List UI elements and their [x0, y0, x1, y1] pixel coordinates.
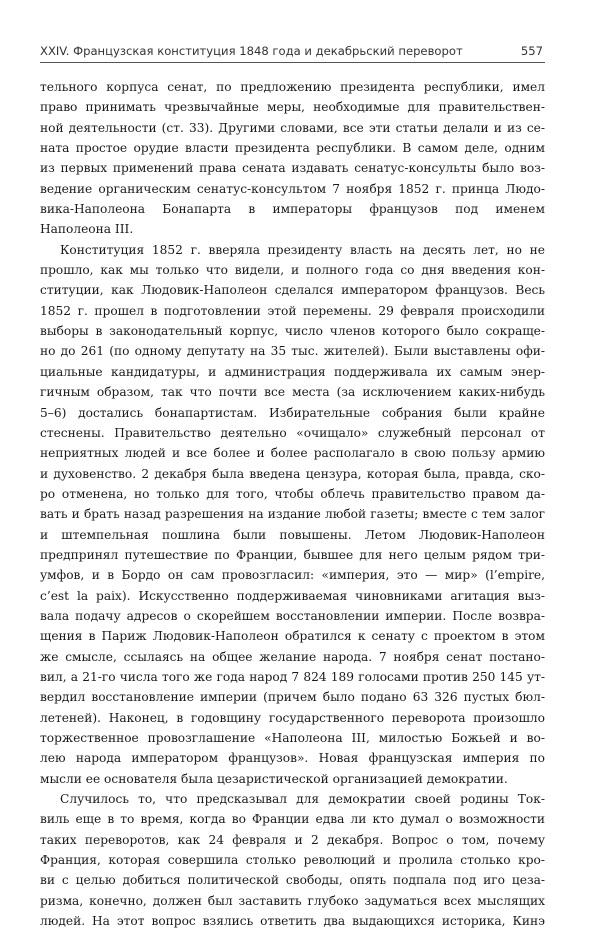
text-line: мысли ее основателя была цезаристической организацией демократии. — [40, 771, 508, 786]
text-line: Случилось то, что предсказывал для демократии своей родины Ток- — [60, 792, 545, 807]
text-line: же смысле, ссылаясь на общее желание народа. 7 ноября сенат постано- — [40, 649, 545, 664]
text-line: Франция, которая совершила столько революций и пролила столько кро- — [40, 853, 545, 868]
text-line: ви с целью добиться политической свободы, опять подпала под иго цеза- — [40, 873, 545, 888]
text-line: торжественное провозглашение «Наполеона III, милостью Божьей и во- — [40, 731, 545, 745]
text-line: людей. На этот вопрос взялись ответить два выдающихся историка, Кинэ — [40, 914, 545, 929]
running-header — [40, 40, 545, 63]
text-line: и духовенство. 2 декабря была введена цензура, которая была, правда, ско- — [40, 466, 545, 481]
text-line: ной деятельности (ст. 33). Другими словами, все эти статьи делали и из се- — [40, 120, 545, 135]
text-line: ституции, как Людовик-Наполеон сделался императором французов. Весь — [40, 283, 545, 298]
text-line: 5–6) достались бонапартистам. Избирательные собрания были крайне — [40, 405, 545, 420]
text-line: лею народа императором французов». Новая французская империя по — [40, 751, 545, 766]
text-line: ната простое орудие власти президента республики. В самом деле, одним — [40, 141, 545, 156]
text-line: Наполеона III. — [40, 222, 134, 237]
text-line: из первых применений права сената издавать сенатус-консульты было воз- — [40, 161, 545, 176]
text-line: умфов, и в Бордо он сам провозгласил: «империя, это — мир» (l’empire, — [40, 568, 545, 583]
text-line: вала подачу адресов о скорейшем восстановлении империи. После возвра- — [40, 608, 545, 623]
text-line: щения в Париж Людовик-Наполеон обратился к сенату с проектом в этом — [40, 629, 545, 644]
text-line: Конституция 1852 г. вверяла президенту власть на десять лет, но не — [60, 242, 545, 257]
text-line: право принимать чрезвычайные меры, необходимые для правительствен- — [40, 100, 545, 115]
text-line: таких переворотов, как 24 февраля и 2 декабря. Вопрос о том, почему — [40, 832, 545, 847]
text-line: вика-Наполеона Бонапарта в императоры французов под именем — [40, 202, 545, 217]
text-line: стеснены. Правительство деятельно «очищало» служебный персонал от — [40, 425, 545, 440]
text-line: ведение органическим сенатус-консультом 7 ноября 1852 г. принца Людо- — [40, 181, 545, 196]
text-line: c’est la paix). Искусственно поддерживаемая чиновниками агитация выз- — [40, 588, 545, 603]
text-line: циальные кандидатуры, и администрация поддерживала их самым энер- — [40, 364, 545, 379]
text-line: неприятных людей и все более и более располагало в свою пользу армию — [40, 446, 545, 461]
text-line: выборы в законодательный корпус, число членов которого было сокраще- — [40, 324, 545, 339]
text-line: вердил восстановление империи (причем было подано 63 326 пустых бюл- — [40, 690, 545, 705]
text-line: виль еще в то время, когда во Франции едва ли кто думал о возможности — [40, 812, 545, 827]
text-line: и штемпельная пошлина были повышены. Летом Людовик-Наполеон — [40, 527, 545, 542]
text-line: вать и брать назад разрешения на издание любой газеты; вместе с тем залог — [40, 507, 545, 522]
page-number: 557 — [520, 44, 543, 58]
chapter-title: XXIV. Французская конституция 1848 года и декабрьский переворот — [40, 44, 463, 58]
text-line: но до 261 (по одному депутату на 35 тыс. жителей). Были выставлены офи- — [40, 344, 545, 359]
text-line: вил, а 21-го числа того же года народ 7 824 189 голосами против 250 145 ут- — [40, 669, 545, 684]
body-text — [40, 77, 545, 931]
text-line: летеней). Наконец, в годовщину государственного переворота произошло — [40, 710, 545, 725]
text-line: 1852 г. прошел в подготовлении этой перемены. 29 февраля происходили — [40, 303, 545, 318]
text-line: ризма, конечно, должен был заставить глубоко задуматься всех мыслящих — [40, 893, 545, 908]
text-line: прошло, как мы только что видели, и полного года со дня введения кон- — [40, 263, 545, 278]
text-line: тельного корпуса сенат, по предложению президента республики, имел — [40, 80, 545, 94]
text-line: предпринял путешествие по Франции, бывшее для него целым рядом три- — [40, 547, 545, 562]
text-line: гичным образом, так что почти все места (за исключением каких-нибудь — [40, 385, 545, 400]
text-line: ро отменена, но только для того, чтобы облечь правительство правом да- — [40, 486, 545, 501]
